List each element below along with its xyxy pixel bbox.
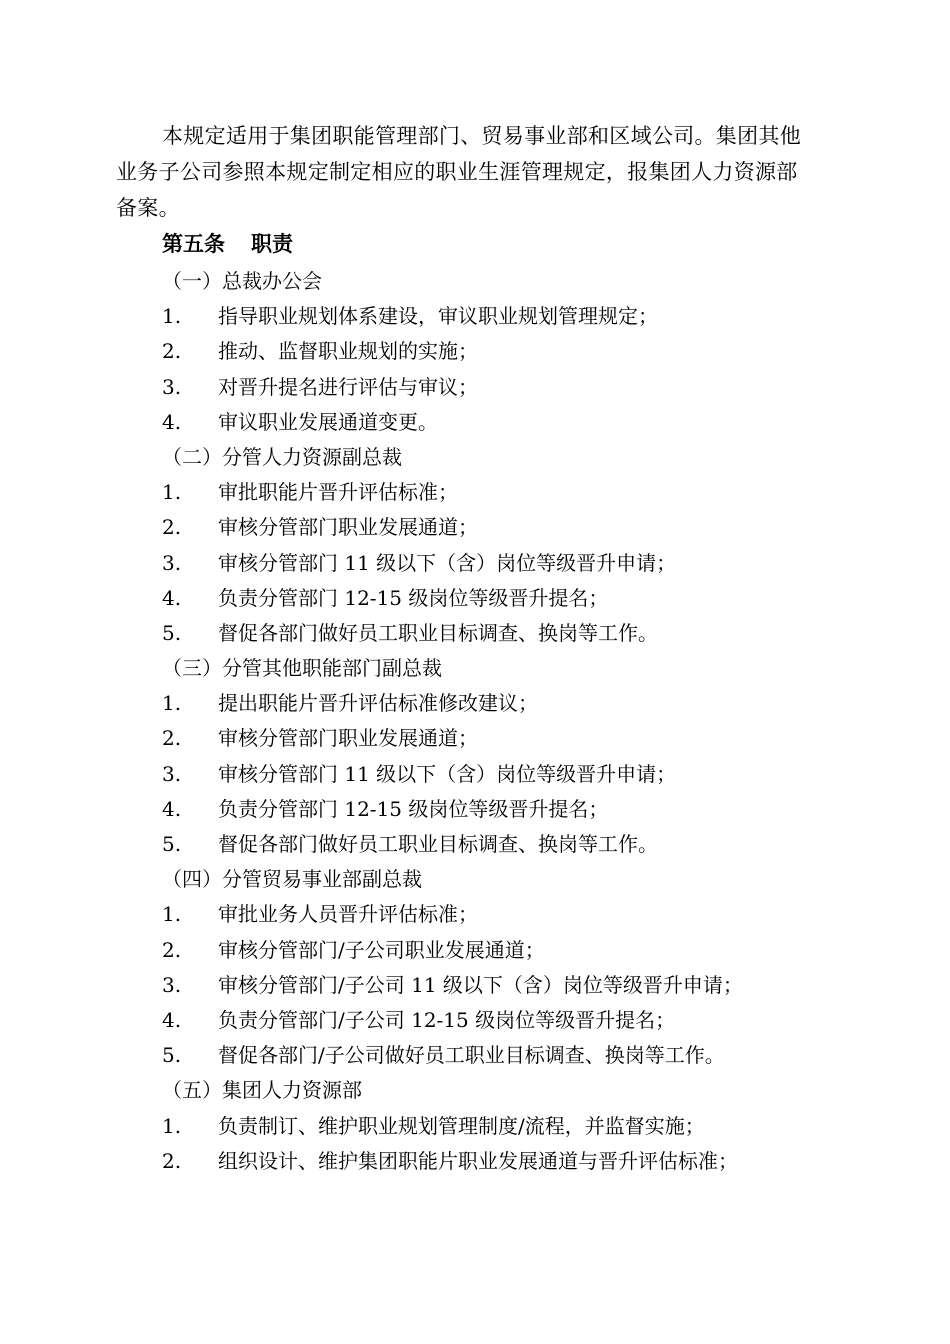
item-text: 审议职业发展通道变更。 (218, 409, 438, 434)
list-item (162, 827, 862, 862)
list-item (162, 933, 862, 968)
list-item (162, 1144, 862, 1179)
list-item (162, 1003, 862, 1038)
section-label: （三）分管其他职能部门副总裁 (162, 656, 442, 681)
item-number: 1. (162, 691, 182, 716)
item-number: 1. (162, 902, 182, 927)
item-number: 2. (162, 726, 182, 751)
item-number: 5. (162, 832, 182, 856)
item-number: 4. (162, 796, 182, 821)
item-number: 2. (162, 515, 182, 540)
section-heading (162, 440, 862, 475)
item-text: 审批职能片晋升评估标准； (218, 480, 458, 505)
responsibility-list (162, 264, 862, 1179)
item-text: 推动、监督职业规划的实施； (218, 339, 478, 364)
item-number: 5. (162, 1043, 182, 1068)
list-item (162, 370, 862, 405)
list-item (162, 475, 862, 510)
item-text: 组织设计、维护集团职能片职业发展通道与晋升评估标准； (218, 1148, 738, 1173)
item-text: 负责分管部门/子公司 12-15 级岗位等级晋升提名； (218, 1007, 676, 1032)
section-label: （五）集团人力资源部 (162, 1078, 362, 1103)
list-item (162, 1038, 862, 1073)
item-text: 审核分管部门职业发展通道； (218, 515, 478, 540)
list-item (162, 616, 862, 651)
item-number: 2. (162, 339, 182, 364)
item-number: 3. (162, 550, 182, 575)
list-item (162, 581, 862, 616)
item-text: 负责制订、维护职业规划管理制度/流程，并监督实施； (218, 1113, 705, 1138)
list-item (162, 968, 862, 1003)
list-item (162, 405, 862, 440)
intro-paragraph: 本规定适用于集团职能管理部门、贸易事业部和区域公司。集团其他业务子公司参照本规定制定相应的职业生涯管理规定，报集团人力资源部备案。 (116, 124, 801, 220)
item-text: 提出职能片晋升评估标准修改建议； (218, 691, 538, 716)
item-text: 审核分管部门职业发展通道； (218, 726, 478, 751)
list-item (162, 299, 862, 334)
item-text: 对晋升提名进行评估与审议； (218, 374, 478, 399)
item-number: 5. (162, 620, 182, 645)
item-number: 1. (162, 480, 182, 505)
item-number: 2. (162, 937, 182, 962)
item-number: 1. (162, 1113, 182, 1138)
item-text: 审核分管部门 11 级以下（含）岗位等级晋升申请； (218, 550, 677, 575)
item-number: 3. (162, 972, 182, 997)
item-text: 审核分管部门 11 级以下（含）岗位等级晋升申请； (218, 761, 677, 786)
section-label: （一）总裁办公会 (162, 269, 322, 293)
list-item (162, 757, 862, 792)
list-item (162, 721, 862, 756)
section-heading (162, 862, 862, 897)
item-number: 2. (162, 1148, 182, 1173)
article-heading (162, 228, 293, 260)
list-item (162, 792, 862, 827)
list-item (162, 546, 862, 581)
list-item (162, 897, 862, 932)
item-text: 督促各部门做好员工职业目标调查、换岗等工作。 (218, 620, 658, 645)
item-number: 4. (162, 1007, 182, 1032)
item-text: 督促各部门做好员工职业目标调查、换岗等工作。 (218, 832, 658, 856)
item-text: 审批业务人员晋升评估标准； (218, 902, 478, 927)
list-item (162, 1109, 862, 1144)
item-text: 负责分管部门 12-15 级岗位等级晋升提名； (218, 796, 609, 821)
article-title: 职责 (251, 232, 293, 256)
item-text: 审核分管部门/子公司职业发展通道； (218, 937, 545, 962)
item-number: 3. (162, 374, 182, 399)
item-text: 负责分管部门 12-15 级岗位等级晋升提名； (218, 585, 609, 610)
item-number: 4. (162, 585, 182, 610)
item-text: 审核分管部门/子公司 11 级以下（含）岗位等级晋升申请； (218, 972, 743, 997)
section-label: （四）分管贸易事业部副总裁 (162, 867, 422, 892)
section-heading (162, 651, 862, 686)
item-number: 4. (162, 409, 182, 434)
item-number: 3. (162, 761, 182, 786)
section-heading (162, 1073, 862, 1108)
section-heading (162, 264, 862, 299)
section-label: （二）分管人力资源副总裁 (162, 444, 402, 469)
list-item (162, 686, 862, 721)
list-item (162, 510, 862, 545)
item-number: 1. (162, 304, 182, 329)
list-item (162, 334, 862, 369)
article-number: 第五条 (162, 232, 225, 256)
item-text: 督促各部门/子公司做好员工职业目标调查、换岗等工作。 (218, 1043, 725, 1068)
item-text: 指导职业规划体系建设，审议职业规划管理规定； (218, 304, 658, 329)
